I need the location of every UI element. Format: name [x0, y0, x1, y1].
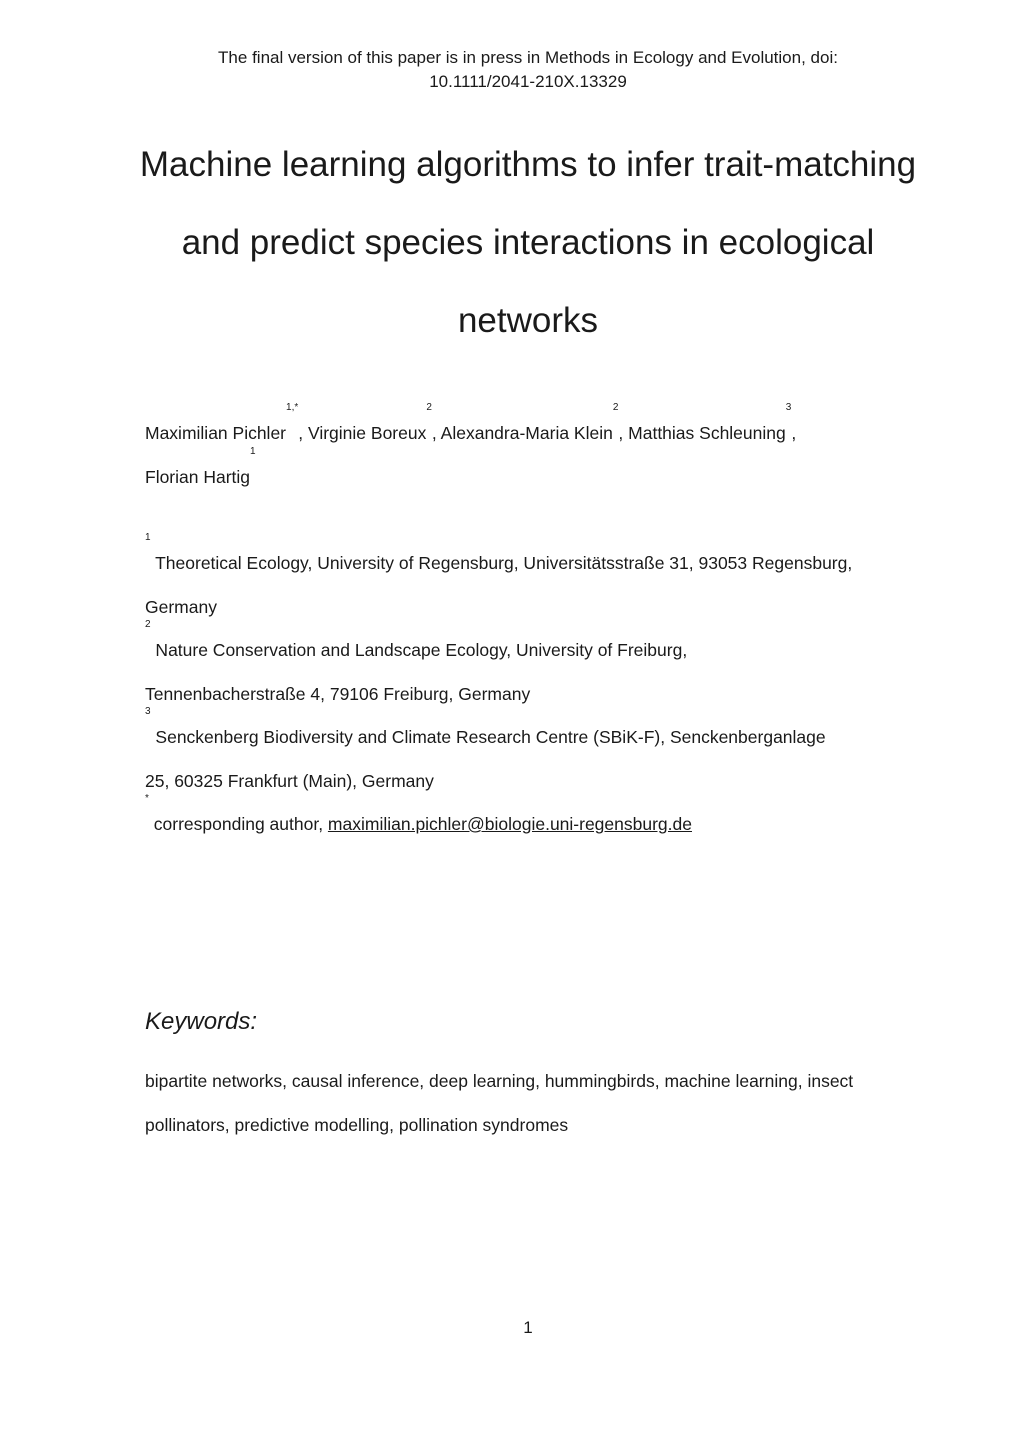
title-line-2: and predict species interactions in ecological	[181, 223, 875, 262]
author-separator: ,	[298, 423, 308, 443]
page-number: 1	[523, 1318, 533, 1337]
author-line-1	[145, 402, 925, 456]
paper-title	[0, 126, 1024, 360]
author-name: Alexandra-Maria Klein	[440, 423, 613, 443]
corresponding-email-link[interactable]: maximilian.pichler@biologie.uni-regensburg.de	[327, 814, 692, 834]
affiliation-list	[145, 532, 925, 847]
affiliation-mark: 1	[145, 532, 151, 543]
corresponding-author	[145, 793, 925, 847]
publication-note	[0, 46, 1024, 94]
author-name: Matthias Schleuning	[628, 423, 786, 443]
keywords-line-2: pollinators, predictive modelling, pollination syndromes	[145, 1114, 569, 1135]
author-affiliation-mark: 1,*	[286, 402, 299, 413]
affiliation-text: Senckenberg Biodiversity and Climate Research Centre (SBiK-F), Senckenberganlage	[150, 727, 826, 747]
author-affiliation-mark: 2	[426, 402, 432, 413]
affiliation-text: Nature Conservation and Landscape Ecology, University of Freiburg,	[150, 640, 688, 660]
affiliation-3-line-1	[145, 706, 925, 760]
affiliation-2-line-1	[145, 619, 925, 673]
author-list	[145, 402, 925, 499]
keywords-line-1: bipartite networks, causal inference, deep learning, hummingbirds, machine learning, insect	[145, 1071, 854, 1091]
author-separator: ,	[791, 423, 797, 443]
title-line-1: Machine learning algorithms to infer trait-matching	[139, 145, 917, 184]
author-affiliation-mark: 3	[785, 402, 792, 413]
keywords-list	[145, 1060, 925, 1147]
affiliation-text: Theoretical Ecology, University of Regensburg, Universitätsstraße 31, 93053 Regensburg,	[150, 553, 853, 573]
affiliation-mark: 2	[145, 619, 151, 630]
author-affiliation-mark: 1	[250, 445, 256, 457]
author-name: Virginie Boreux	[307, 423, 427, 443]
author-separator: ,	[431, 423, 441, 443]
corresponding-label: corresponding author,	[148, 814, 328, 834]
publication-note-doi: 10.1111/2041-210X.13329	[429, 72, 627, 91]
affiliation-3-line-2: 25, 60325 Frankfurt (Main), Germany	[145, 770, 434, 791]
author-separator: ,	[618, 423, 629, 443]
author-line-2	[145, 445, 925, 500]
corresponding-mark: *	[145, 793, 149, 804]
author-name: Florian Hartig	[145, 466, 251, 487]
author-affiliation-mark: 2	[612, 402, 619, 413]
affiliation-mark: 3	[145, 706, 151, 717]
publication-note-line-1: The final version of this paper is in press in Methods in Ecology and Evolution, doi:	[218, 48, 838, 67]
author-name: Maximilian Pichler	[145, 423, 287, 443]
affiliation-1-line-2: Germany	[145, 596, 217, 617]
affiliation-2-line-2: Tennenbacherstraße 4, 79106 Freiburg, Germany	[145, 683, 531, 704]
keywords-heading: Keywords:	[145, 1008, 258, 1035]
title-line-3: networks	[457, 301, 599, 340]
affiliation-1-line-1	[145, 532, 925, 586]
